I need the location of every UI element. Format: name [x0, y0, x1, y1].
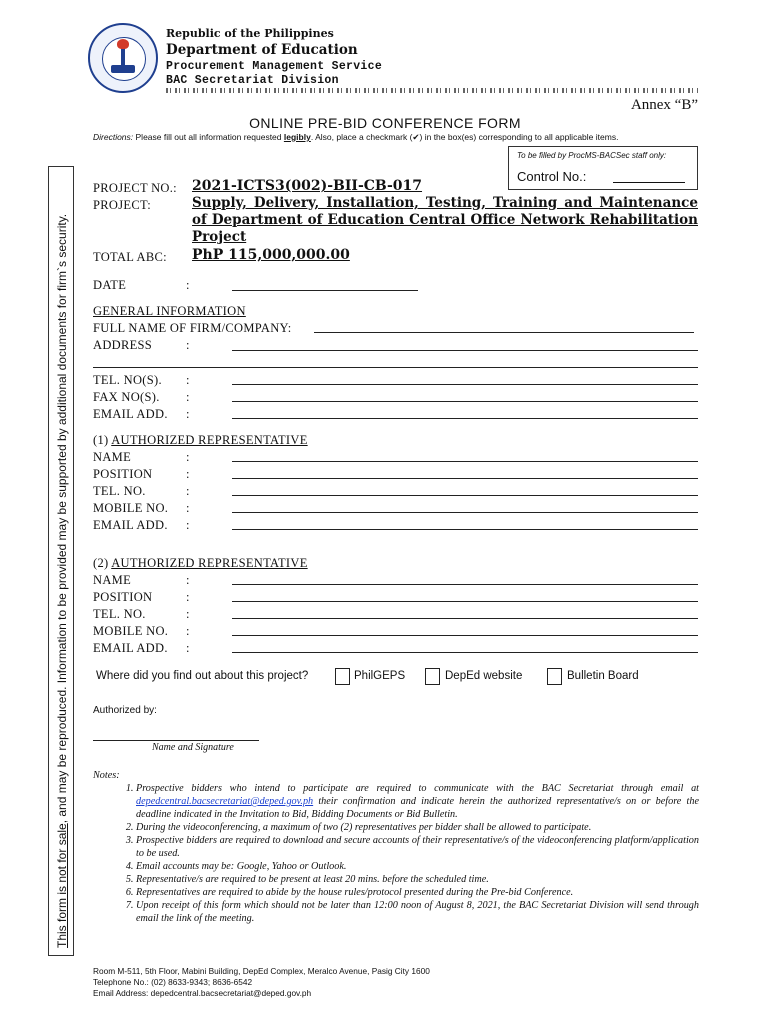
address-colon: :	[186, 338, 190, 352]
rep1-name-label: NAME	[93, 450, 132, 464]
rep2-email-field[interactable]	[232, 652, 698, 653]
project-no-value: 2021-ICTS3(002)-BII-CB-017	[192, 178, 423, 194]
project-no-label: PROJECT NO.:	[93, 181, 177, 195]
address-label: ADDRESS	[93, 338, 153, 352]
rep1-position-colon: :	[186, 467, 190, 481]
header-service: Procurement Management Service	[166, 60, 383, 73]
control-number-field[interactable]	[613, 182, 685, 183]
date-label: DATE	[93, 278, 127, 292]
rep2-mobile-label: MOBILE NO.	[93, 624, 169, 638]
rep1-position-label: POSITION	[93, 467, 153, 481]
notes-heading: Notes:	[93, 770, 120, 781]
rep1-number: (1)	[93, 433, 112, 447]
date-colon: :	[186, 278, 190, 292]
note-item-3: 3. Prospective bidders are required to download and secure accounts of their representative/s of the videoconferencing platform/application to be used.	[136, 834, 699, 860]
seal-flame-icon	[117, 39, 129, 49]
control-note: To be filled by ProcMS-BACSec staff only:	[517, 151, 667, 160]
rep2-name-label: NAME	[93, 573, 132, 587]
directions-text-a: Please fill out all information requested	[133, 132, 284, 142]
rep1-tel-colon: :	[186, 484, 190, 498]
fax-field[interactable]	[232, 401, 698, 402]
rep2-position-field[interactable]	[232, 601, 698, 602]
email-colon: :	[186, 407, 190, 421]
rep2-heading-text: AUTHORIZED REPRESENTATIVE	[111, 556, 308, 570]
rep1-tel-label: TEL. NO.	[93, 484, 146, 498]
deped-seal-logo	[88, 23, 158, 93]
total-abc-label: TOTAL ABC:	[93, 250, 167, 264]
rep2-name-field[interactable]	[232, 584, 698, 585]
header-division: BAC Secretariat Division	[166, 74, 339, 87]
rep2-mobile-colon: :	[186, 624, 190, 638]
note-1-text-a: Prospective bidders who intend to participate are required to communicate with the BAC Secretariat through email at	[136, 783, 699, 794]
rep1-heading-text: AUTHORIZED REPRESENTATIVE	[111, 433, 308, 447]
fax-label: FAX NO(S).	[93, 390, 160, 404]
tel-label: TEL. NO(S).	[93, 373, 162, 387]
tel-field[interactable]	[232, 384, 698, 385]
date-field[interactable]	[232, 290, 418, 291]
authorized-by-label: Authorized by:	[93, 705, 157, 716]
rep1-tel-field[interactable]	[232, 495, 698, 496]
bac-email-link[interactable]: depedcentral.bacsecretariat@deped.gov.ph	[136, 796, 314, 807]
firm-name-label: FULL NAME OF FIRM/COMPANY:	[93, 321, 292, 335]
note-item-5: 5. Representative/s are required to be present at least 20 mins. before the scheduled time.	[136, 873, 699, 886]
rep1-email-colon: :	[186, 518, 190, 532]
rep2-tel-field[interactable]	[232, 618, 698, 619]
tel-colon: :	[186, 373, 190, 387]
directions	[93, 132, 618, 143]
side-notice-emphasis: This form is not for sale	[55, 823, 69, 948]
philgeps-label: PhilGEPS	[354, 670, 406, 682]
rep1-position-field[interactable]	[232, 478, 698, 479]
rep2-position-label: POSITION	[93, 590, 153, 604]
deped-website-label: DepEd website	[445, 670, 523, 682]
rep2-tel-colon: :	[186, 607, 190, 621]
general-info-heading-text: GENERAL INFORMATION	[93, 304, 246, 318]
directions-bold: legibly	[283, 132, 311, 142]
philgeps-checkbox[interactable]	[335, 668, 350, 685]
rep2-position-colon: :	[186, 590, 190, 604]
note-item-4: 4. Email accounts may be: Google, Yahoo or Outlook.	[136, 860, 699, 873]
rep2-heading	[93, 556, 308, 571]
deped-website-checkbox[interactable]	[425, 668, 440, 685]
rep2-mobile-field[interactable]	[232, 635, 698, 636]
rep1-email-field[interactable]	[232, 529, 698, 530]
directions-prefix: Directions:	[93, 132, 134, 142]
fax-colon: :	[186, 390, 190, 404]
general-info-heading	[93, 304, 246, 319]
rep1-heading	[93, 433, 308, 448]
rep1-mobile-colon: :	[186, 501, 190, 515]
side-notice-rest: , and may be reproduced. Information to be provided may be supported by additional documents for firm`s security.	[55, 213, 69, 824]
note-item-6: 6. Representatives are required to abide by the house rules/protocol presented during the Pre-bid Conference.	[136, 886, 699, 899]
address-field-line-2[interactable]	[93, 367, 698, 368]
note-item-1	[136, 782, 699, 821]
control-number-label: Control No.:	[517, 169, 587, 184]
rep1-name-field[interactable]	[232, 461, 698, 462]
footer-line-3: Email Address: depedcentral.bacsecretariat@deped.gov.ph	[93, 988, 312, 998]
rep2-name-colon: :	[186, 573, 190, 587]
seal-book-icon	[111, 65, 135, 73]
notes-section	[93, 769, 699, 925]
address-field-line-1[interactable]	[232, 350, 698, 351]
rep2-email-label: EMAIL ADD.	[93, 641, 168, 655]
rep2-email-colon: :	[186, 641, 190, 655]
source-question: Where did you find out about this project?	[96, 670, 309, 682]
email-label: EMAIL ADD.	[93, 407, 168, 421]
note-item-2: 2. During the videoconferencing, a maximum of two (2) representatives per bidder shall be allowed to participate.	[136, 821, 699, 834]
rep2-tel-label: TEL. NO.	[93, 607, 146, 621]
email-field[interactable]	[232, 418, 698, 419]
bulletin-board-label: Bulletin Board	[567, 670, 639, 682]
header-decorative-border	[166, 88, 698, 93]
notes-list	[93, 782, 699, 925]
form-title: ONLINE PRE-BID CONFERENCE FORM	[249, 115, 521, 131]
firm-name-field[interactable]	[314, 332, 694, 333]
rep1-email-label: EMAIL ADD.	[93, 518, 168, 532]
control-number-box	[508, 146, 698, 190]
directions-text-b: . Also, place a checkmark (✔) in the box(es) corresponding to all applicable items.	[310, 132, 619, 142]
total-abc-value: PhP 115,000,000.00	[192, 247, 350, 263]
footer-line-1: Room M-511, 5th Floor, Mabini Building, DepEd Complex, Meralco Avenue, Pasig City 1600	[93, 966, 430, 976]
signature-field[interactable]	[93, 740, 259, 741]
header-republic: Republic of the Philippines	[166, 27, 334, 40]
side-notice-text	[52, 168, 72, 948]
note-1-text-b: their confirmation and indicate herein the authorized representative/s on or before the deadline indicated in the Invitation to Bid, Bidding Documents or Bid Bulletin.	[136, 796, 699, 820]
project-description: Supply, Delivery, Installation, Testing, Training and Maintenance of Department of Education Central Office Network Rehabilitation Project	[192, 195, 698, 245]
rep1-mobile-label: MOBILE NO.	[93, 501, 169, 515]
project-label: PROJECT:	[93, 198, 152, 212]
footer-line-2: Telephone No.: (02) 8633-9343; 8636-6542	[93, 977, 253, 987]
rep1-name-colon: :	[186, 450, 190, 464]
rep2-number: (2)	[93, 556, 112, 570]
note-item-7: 7. Upon receipt of this form which should not be later than 12:00 noon of August 8, 2021, the BAC Secretariat Division will send through email the link of the meeting.	[136, 899, 699, 925]
bulletin-board-checkbox[interactable]	[547, 668, 562, 685]
header-department: Department of Education	[166, 42, 358, 58]
rep1-mobile-field[interactable]	[232, 512, 698, 513]
footer-address	[93, 966, 430, 999]
annex-label: Annex “B”	[630, 97, 698, 113]
signature-caption: Name and Signature	[152, 742, 234, 753]
